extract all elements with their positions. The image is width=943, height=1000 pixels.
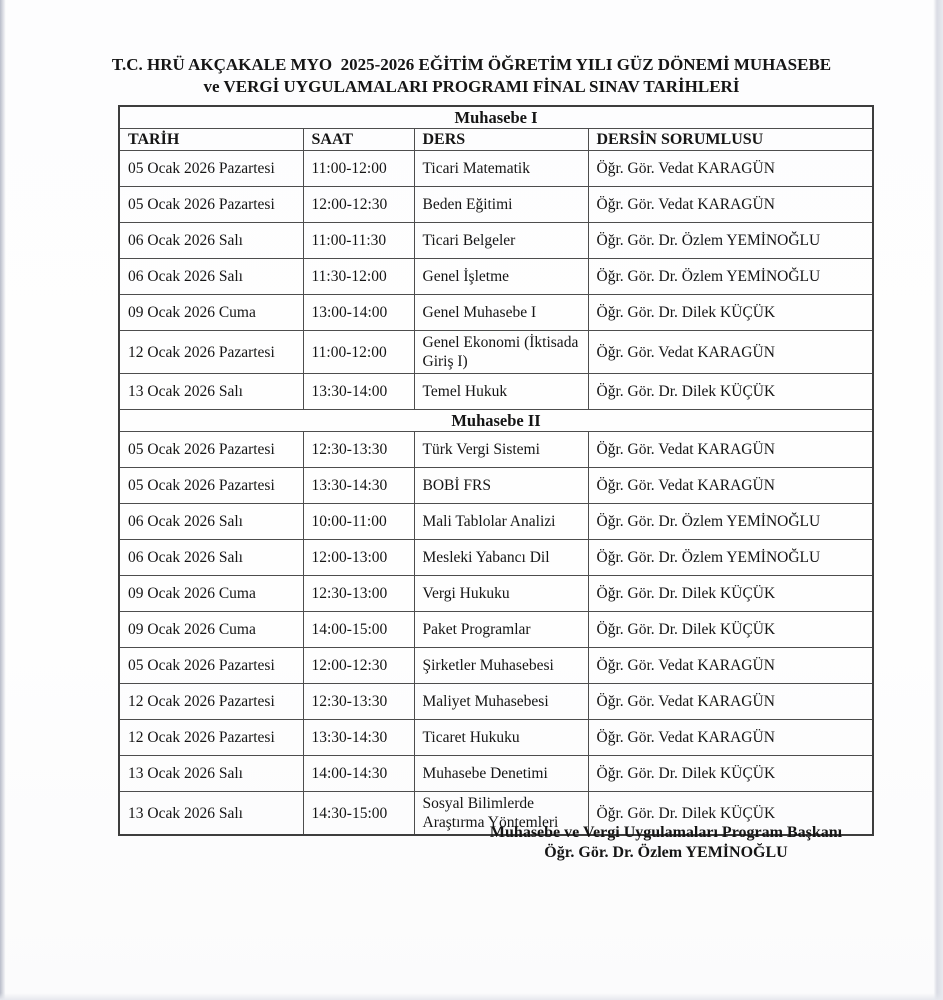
table-row	[119, 187, 873, 223]
cell-date: 06 Ocak 2026 Salı	[119, 540, 303, 576]
cell-date: 09 Ocak 2026 Cuma	[119, 576, 303, 612]
cell-course: Türk Vergi Sistemi	[414, 432, 588, 468]
cell-course: Maliyet Muhasebesi	[414, 684, 588, 720]
cell-instructor: Öğr. Gör. Vedat KARAGÜN	[588, 684, 873, 720]
footer-signature-name: Öğr. Gör. Dr. Özlem YEMİNOĞLU	[544, 844, 788, 861]
cell-time: 11:00-12:00	[303, 331, 414, 374]
cell-time: 13:00-14:00	[303, 295, 414, 331]
section-title: Muhasebe I	[119, 106, 873, 129]
table-row	[119, 432, 873, 468]
table-row	[119, 540, 873, 576]
table-row	[119, 576, 873, 612]
cell-time: 14:00-15:00	[303, 612, 414, 648]
footer-signature	[392, 823, 940, 863]
table-row	[119, 151, 873, 187]
document-title-line1: T.C. HRÜ AKÇAKALE MYO 2025-2026 EĞİTİM ÖĞRETİM YILI GÜZ DÖNEMİ MUHASEBE	[111, 55, 832, 74]
cell-course: Vergi Hukuku	[414, 576, 588, 612]
table-row	[119, 259, 873, 295]
section-header-row	[119, 106, 873, 129]
cell-date: 13 Ocak 2026 Salı	[119, 374, 303, 410]
cell-time: 11:30-12:00	[303, 259, 414, 295]
column-header: DERS	[414, 129, 588, 151]
cell-time: 11:00-11:30	[303, 223, 414, 259]
cell-instructor: Öğr. Gör. Dr. Dilek KÜÇÜK	[588, 295, 873, 331]
cell-course: Genel İşletme	[414, 259, 588, 295]
cell-instructor: Öğr. Gör. Dr. Dilek KÜÇÜK	[588, 612, 873, 648]
cell-course: Genel Muhasebe I	[414, 295, 588, 331]
cell-time: 12:00-12:30	[303, 187, 414, 223]
cell-date: 06 Ocak 2026 Salı	[119, 259, 303, 295]
cell-instructor: Öğr. Gör. Vedat KARAGÜN	[588, 151, 873, 187]
photo-bottom-edge	[0, 993, 943, 1000]
cell-course: Sosyal Bilimlerde Araştırma Yöntemleri	[414, 792, 588, 836]
cell-instructor: Öğr. Gör. Vedat KARAGÜN	[588, 720, 873, 756]
cell-date: 05 Ocak 2026 Pazartesi	[119, 648, 303, 684]
cell-course: Temel Hukuk	[414, 374, 588, 410]
cell-instructor: Öğr. Gör. Dr. Özlem YEMİNOĞLU	[588, 540, 873, 576]
cell-date: 13 Ocak 2026 Salı	[119, 792, 303, 836]
cell-instructor: Öğr. Gör. Vedat KARAGÜN	[588, 187, 873, 223]
cell-date: 05 Ocak 2026 Pazartesi	[119, 187, 303, 223]
table-row	[119, 468, 873, 504]
cell-instructor: Öğr. Gör. Dr. Özlem YEMİNOĞLU	[588, 504, 873, 540]
table-row	[119, 295, 873, 331]
table-row	[119, 374, 873, 410]
cell-instructor: Öğr. Gör. Dr. Dilek KÜÇÜK	[588, 792, 873, 836]
cell-instructor: Öğr. Gör. Dr. Dilek KÜÇÜK	[588, 374, 873, 410]
cell-date: 12 Ocak 2026 Pazartesi	[119, 331, 303, 374]
table-row	[119, 504, 873, 540]
photo-left-edge	[0, 0, 6, 1000]
section-title: Muhasebe II	[119, 410, 873, 432]
cell-instructor: Öğr. Gör. Vedat KARAGÜN	[588, 331, 873, 374]
cell-course: Genel Ekonomi (İktisada Giriş I)	[414, 331, 588, 374]
cell-date: 06 Ocak 2026 Salı	[119, 504, 303, 540]
cell-date: 13 Ocak 2026 Salı	[119, 756, 303, 792]
cell-course: Ticari Belgeler	[414, 223, 588, 259]
column-header: TARİH	[119, 129, 303, 151]
cell-time: 12:30-13:30	[303, 432, 414, 468]
cell-time: 12:00-13:00	[303, 540, 414, 576]
cell-time: 12:30-13:00	[303, 576, 414, 612]
table-row	[119, 331, 873, 374]
table-row	[119, 684, 873, 720]
cell-instructor: Öğr. Gör. Vedat KARAGÜN	[588, 468, 873, 504]
column-header: SAAT	[303, 129, 414, 151]
cell-instructor: Öğr. Gör. Vedat KARAGÜN	[588, 432, 873, 468]
schedule-table-wrap	[118, 105, 872, 836]
cell-instructor: Öğr. Gör. Dr. Dilek KÜÇÜK	[588, 576, 873, 612]
cell-instructor: Öğr. Gör. Dr. Özlem YEMİNOĞLU	[588, 259, 873, 295]
cell-date: 09 Ocak 2026 Cuma	[119, 612, 303, 648]
cell-course: Paket Programlar	[414, 612, 588, 648]
cell-time: 13:30-14:00	[303, 374, 414, 410]
cell-instructor: Öğr. Gör. Vedat KARAGÜN	[588, 648, 873, 684]
cell-date: 09 Ocak 2026 Cuma	[119, 295, 303, 331]
cell-time: 10:00-11:00	[303, 504, 414, 540]
cell-time: 14:00-14:30	[303, 756, 414, 792]
cell-time: 13:30-14:30	[303, 468, 414, 504]
cell-time: 12:30-13:30	[303, 684, 414, 720]
cell-course: BOBİ FRS	[414, 468, 588, 504]
document-title	[60, 54, 883, 98]
column-header: DERSİN SORUMLUSU	[588, 129, 873, 151]
table-row	[119, 648, 873, 684]
cell-instructor: Öğr. Gör. Dr. Dilek KÜÇÜK	[588, 756, 873, 792]
cell-time: 14:30-15:00	[303, 792, 414, 836]
cell-date: 06 Ocak 2026 Salı	[119, 223, 303, 259]
cell-time: 12:00-12:30	[303, 648, 414, 684]
footer-signature-title: Muhasebe ve Vergi Uygulamaları Program Başkanı	[489, 824, 843, 841]
table-row	[119, 223, 873, 259]
table-row	[119, 612, 873, 648]
table-row	[119, 756, 873, 792]
cell-course: Mesleki Yabancı Dil	[414, 540, 588, 576]
cell-date: 12 Ocak 2026 Pazartesi	[119, 684, 303, 720]
cell-course: Ticaret Hukuku	[414, 720, 588, 756]
table-row	[119, 720, 873, 756]
section-header-row	[119, 410, 873, 432]
column-header-row	[119, 129, 873, 151]
cell-date: 05 Ocak 2026 Pazartesi	[119, 432, 303, 468]
cell-date: 12 Ocak 2026 Pazartesi	[119, 720, 303, 756]
cell-course: Beden Eğitimi	[414, 187, 588, 223]
cell-instructor: Öğr. Gör. Dr. Özlem YEMİNOĞLU	[588, 223, 873, 259]
cell-course: Muhasebe Denetimi	[414, 756, 588, 792]
cell-time: 13:30-14:30	[303, 720, 414, 756]
cell-date: 05 Ocak 2026 Pazartesi	[119, 151, 303, 187]
cell-course: Mali Tablolar Analizi	[414, 504, 588, 540]
document-title-line2: ve VERGİ UYGULAMALARI PROGRAMI FİNAL SINAV TARİHLERİ	[203, 77, 740, 96]
cell-date: 05 Ocak 2026 Pazartesi	[119, 468, 303, 504]
cell-course: Şirketler Muhasebesi	[414, 648, 588, 684]
cell-course: Ticari Matematik	[414, 151, 588, 187]
cell-time: 11:00-12:00	[303, 151, 414, 187]
schedule-table	[118, 105, 874, 836]
